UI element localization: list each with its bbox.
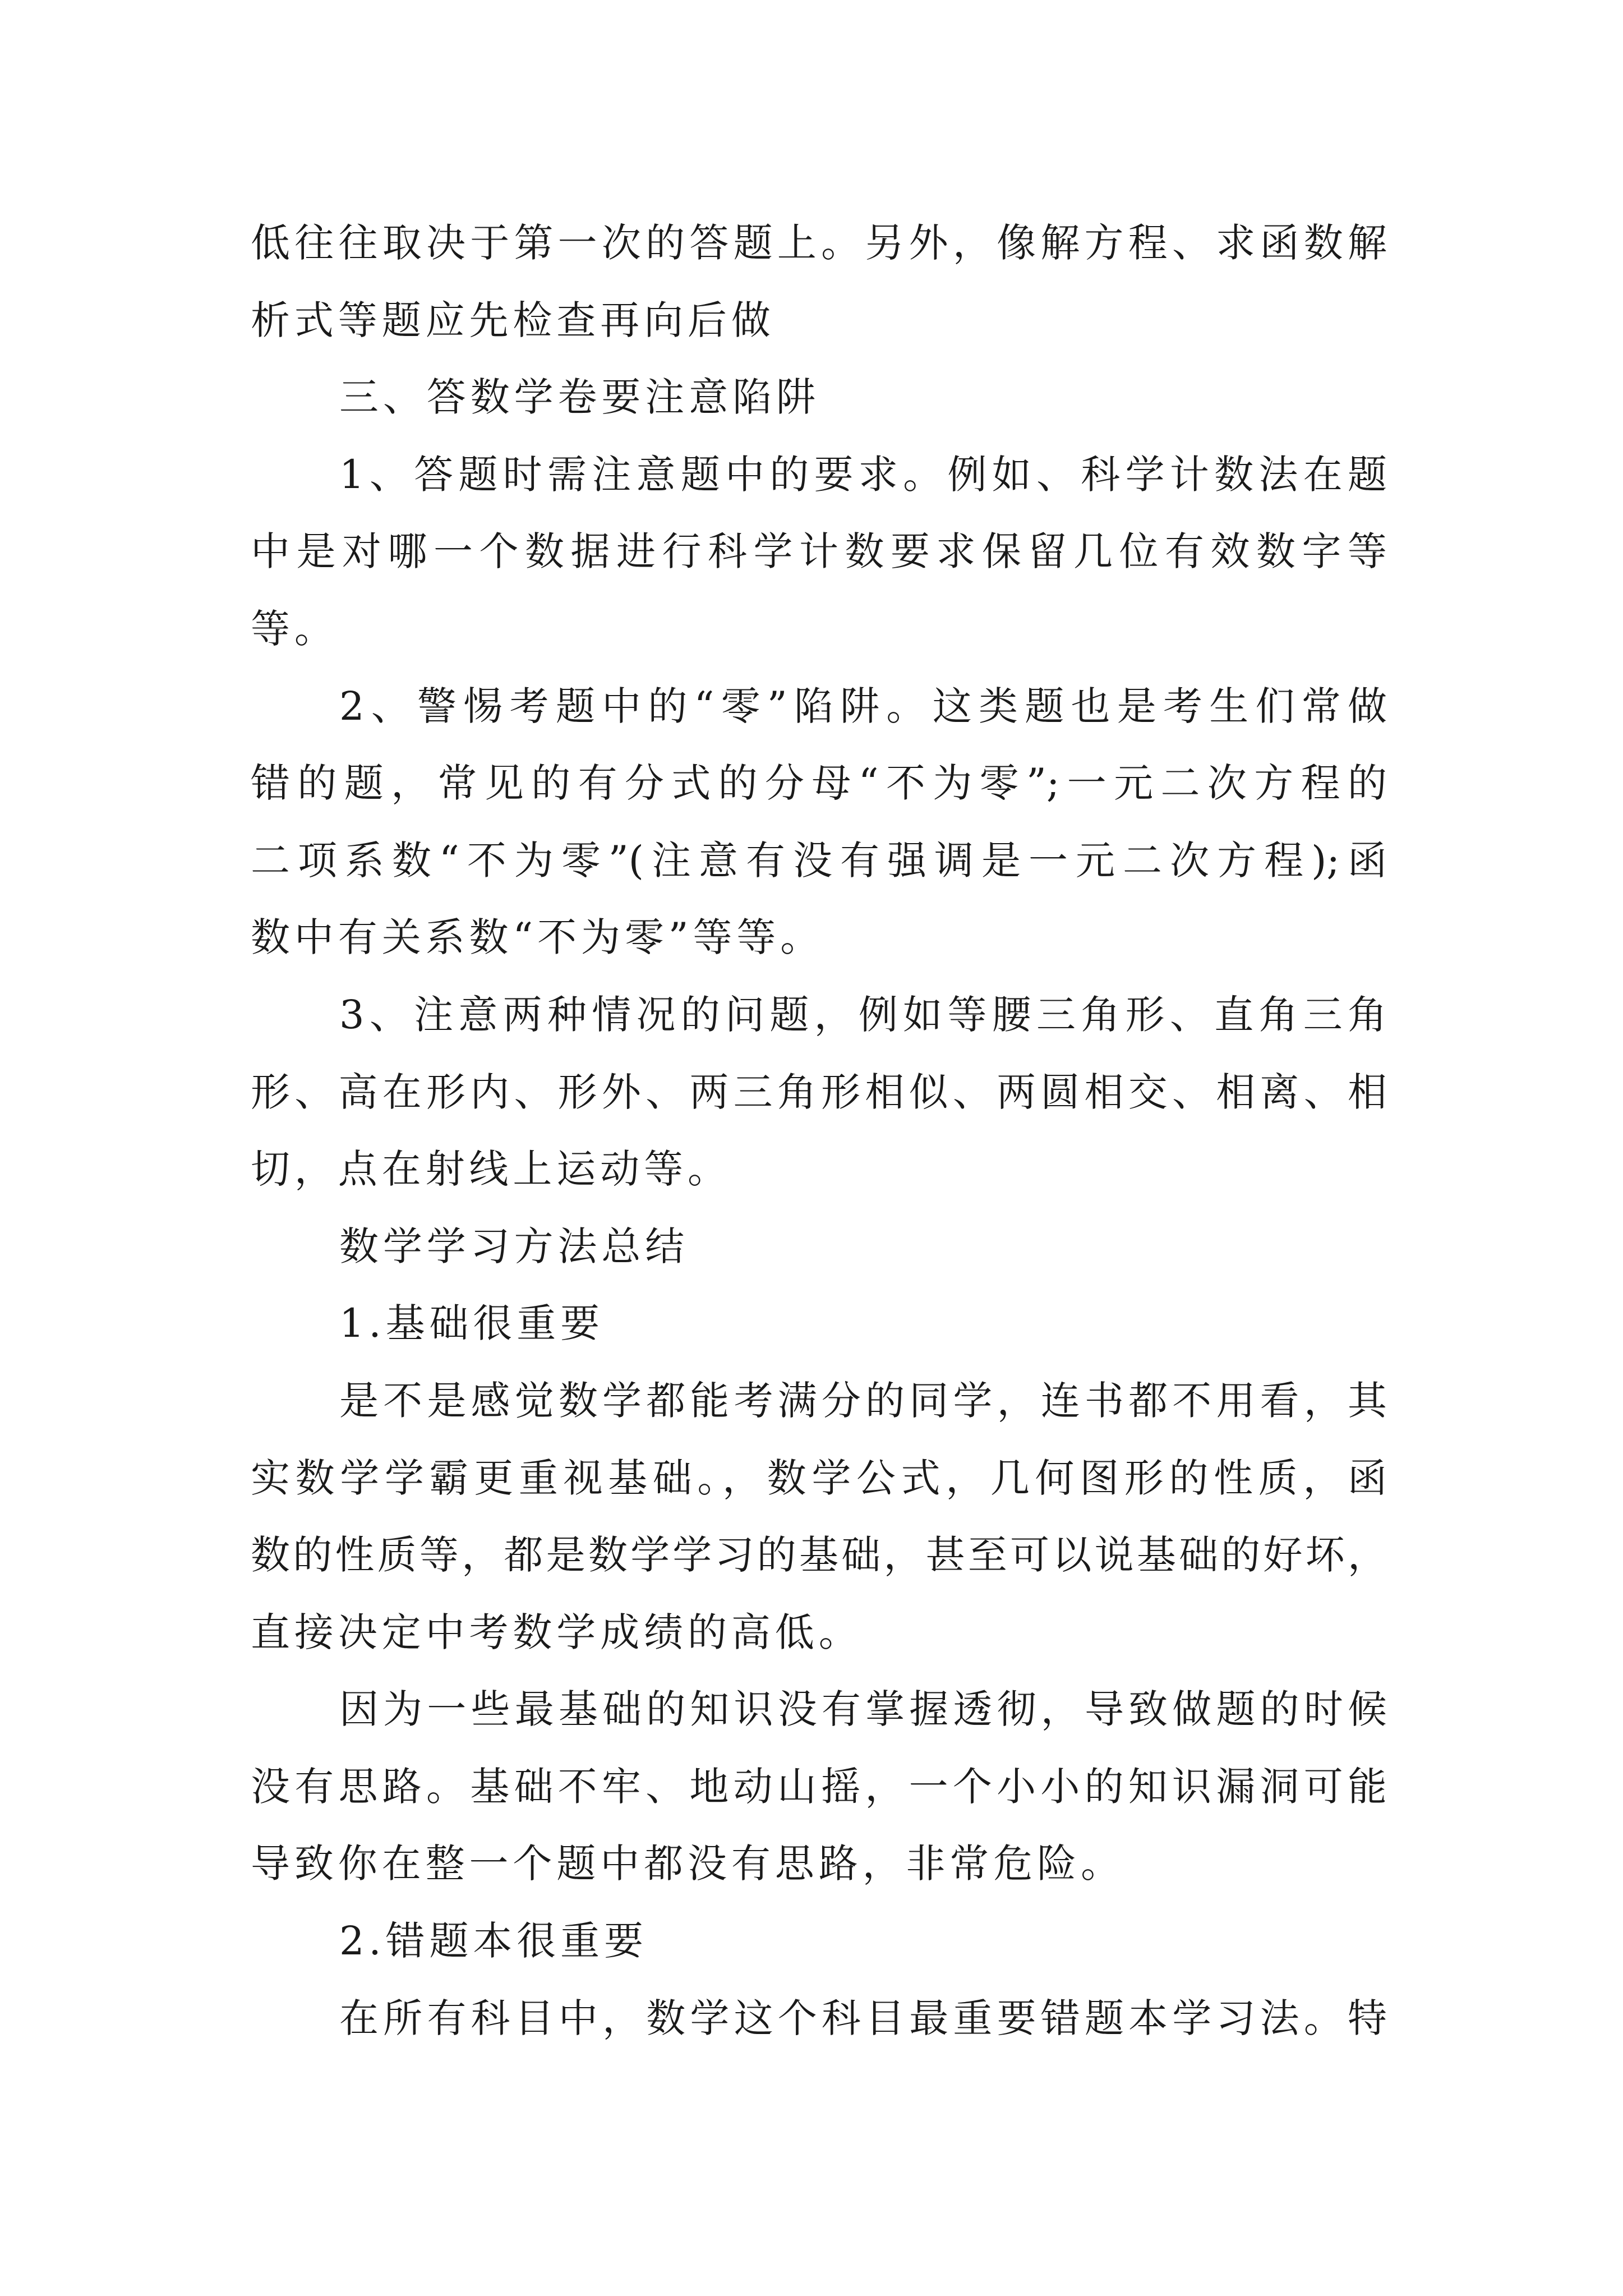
text-line: 2.错题本很重要 — [339, 1918, 648, 1964]
text-line: 数学学习方法总结 — [339, 1223, 689, 1269]
paragraph — [251, 436, 1387, 668]
text-line: 数的性质等，都是数学学习的基础，甚至可以说基础的好坏， — [251, 1532, 1387, 1579]
text-line: 析式等题应先检查再向后做 — [251, 297, 775, 343]
text-line: 三、答数学卷要注意陷阱 — [339, 374, 820, 421]
text-line: 1.基础很重要 — [339, 1300, 605, 1347]
text-line: 低往往取决于第一次的答题上。另外，像解方程、求函数解 — [251, 220, 1387, 266]
text-line: 错的题，常见的有分式的分母“不为零”;一元二次方程的 — [251, 760, 1387, 807]
section-heading — [251, 359, 1387, 436]
text-line: 在所有科目中，数学这个科目最重要错题本学习法。特 — [339, 1995, 1387, 2041]
section-heading — [251, 1903, 1387, 1980]
paragraph — [251, 205, 1387, 359]
paragraph — [251, 1363, 1387, 1671]
document-body — [251, 205, 1387, 2057]
text-line: 没有思路。基础不牢、地动山摇，一个小小的知识漏洞可能 — [251, 1763, 1387, 1810]
text-line: 实数学学霸更重视基础。，数学公式，几何图形的性质，函 — [251, 1455, 1387, 1501]
paragraph — [251, 1980, 1387, 2058]
paragraph — [251, 977, 1387, 1208]
text-line: 数中有关系数“不为零”等等。 — [251, 914, 824, 961]
text-line: 形、高在形内、形外、两三角形相似、两圆相交、相离、相 — [251, 1069, 1387, 1115]
paragraph — [251, 668, 1387, 977]
text-line: 是不是感觉数学都能考满分的同学，连书都不用看，其 — [339, 1377, 1387, 1424]
text-line: 二项系数“不为零”(注意有没有强调是一元二次方程);函 — [251, 837, 1387, 884]
text-line: 直接决定中考数学成绩的高低。 — [251, 1609, 863, 1655]
text-line: 切，点在射线上运动等。 — [251, 1146, 731, 1193]
text-line: 等。 — [251, 605, 338, 652]
text-line: 3、注意两种情况的问题，例如等腰三角形、直角三角 — [339, 991, 1387, 1038]
paragraph — [251, 1671, 1387, 1903]
section-heading — [251, 1208, 1387, 1286]
text-line: 导致你在整一个题中都没有思路，非常危险。 — [251, 1841, 1124, 1887]
text-line: 1、答题时需注意题中的要求。例如、科学计数法在题 — [339, 451, 1387, 498]
section-heading — [251, 1285, 1387, 1363]
text-line: 因为一些最基础的知识没有掌握透彻，导致做题的时候 — [339, 1686, 1387, 1733]
text-line: 中是对哪一个数据进行科学计数要求保留几位有效数字等 — [251, 528, 1387, 575]
text-line: 2、警惕考题中的“零”陷阱。这类题也是考生们常做 — [339, 683, 1387, 729]
